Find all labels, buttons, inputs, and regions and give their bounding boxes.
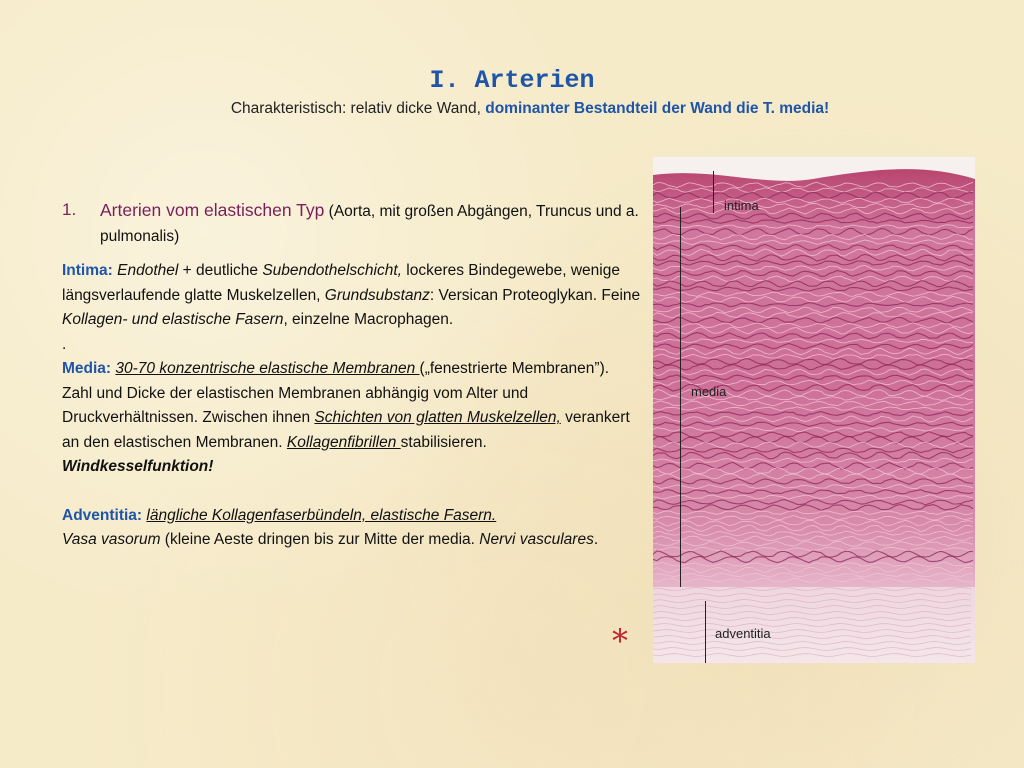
text-content — [62, 198, 642, 553]
subtitle-highlight: dominanter Bestandteil der Wand die T. media! — [485, 100, 830, 117]
intima-text-1: Endothel — [112, 262, 179, 279]
media-text-3: („fenestrierte Membranen”). Zahl und Dicke der elastischen Membranen abhängig vom Alter und Druckverhältnissen. Zwischen ihnen — [62, 360, 610, 426]
intima-text-2: + deutliche — [178, 262, 263, 279]
subtitle-text: Charakteristisch: relativ dicke Wand, — [230, 100, 486, 117]
adventitia-text-4: (kleine Aeste dringen bis zur Mitte der media. — [160, 531, 480, 548]
adventitia-text-2: längliche Kollagenfaserbündeln, elastische Fasern. — [146, 506, 497, 524]
list-item-text — [100, 198, 642, 249]
media-image-label: media — [691, 384, 727, 399]
micrograph-aorta-wall — [653, 157, 975, 663]
list-item-elastic-type — [62, 198, 642, 249]
media-text-7: stabilisieren. — [400, 433, 487, 451]
section-heading-note: (Aorta, mit großen Abgängen, Truncus und a. pulmonalis) — [100, 203, 639, 245]
intima-text-5: Grundsubstanz — [324, 286, 430, 304]
adventitia-paragraph — [62, 504, 642, 553]
intima-label: Intima: — [62, 262, 113, 279]
adventitia-marker-line — [705, 601, 706, 663]
media-text-2: 30-70 konzentrische elastische Membranen — [115, 360, 420, 377]
media-marker-line — [680, 207, 681, 587]
adventitia-image-label: adventitia — [715, 626, 771, 641]
dot-line: . — [62, 335, 67, 353]
media-emphasis: Windkesselfunktion! — [62, 458, 214, 475]
adventitia-text-6: . — [593, 531, 599, 548]
asterisk-mark: * — [612, 622, 628, 660]
list-number: 1. — [62, 200, 77, 219]
section-heading: Arterien vom elastischen Typ — [100, 200, 325, 220]
media-text-4: Schichten von glatten Muskelzellen, — [314, 409, 561, 426]
media-paragraph — [62, 357, 642, 480]
slide-subtitle — [0, 100, 1024, 118]
intima-image-label: intima — [724, 198, 759, 213]
adventitia-text-5: Nervi vasculares — [479, 531, 594, 548]
media-label: Media: — [62, 360, 112, 377]
media-text-5: verankert an den elastischen Membranen. — [62, 409, 630, 451]
adventitia-text-3: Vasa vasorum — [62, 531, 161, 548]
adventitia-label: Adventitia: — [62, 506, 143, 524]
intima-text-8: , einzelne Macrophagen. — [283, 311, 454, 328]
intima-text-7: Kollagen- und elastische Fasern — [62, 311, 284, 328]
intima-text-3: Subendothelschicht, — [262, 262, 402, 279]
micrograph-image — [653, 157, 975, 663]
intima-text-4: lockeres Bindegewebe, wenige längsverlaufende glatte Muskelzellen, — [62, 262, 620, 304]
media-text-6: Kollagenfibrillen — [286, 433, 401, 451]
slide-title: I. Arterien — [429, 66, 595, 95]
intima-text-6: : Versican Proteoglykan. Feine — [429, 286, 641, 304]
intima-marker-line — [713, 171, 714, 213]
intima-paragraph — [62, 259, 642, 333]
